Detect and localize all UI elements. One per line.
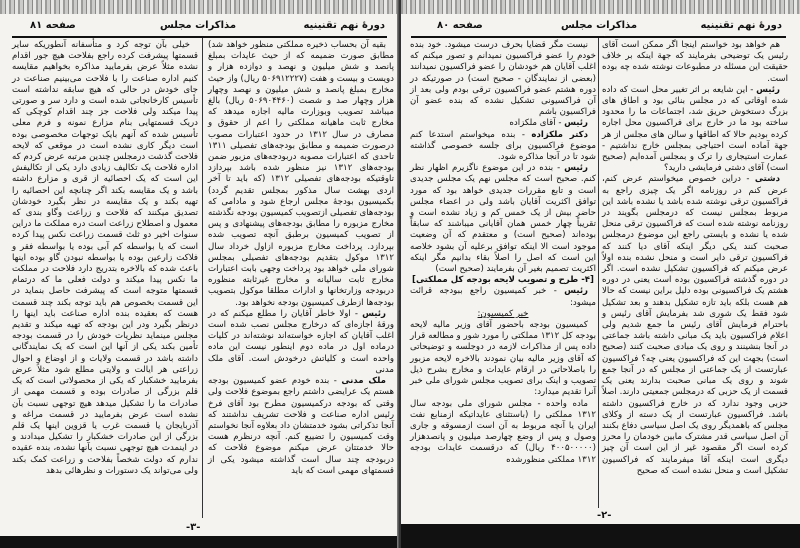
- paragraph-text: هم خواهد بود خواستم اینجا اگر ممکن است آقای رئیس یک توضیحی بفرمایند که جهة اینکه بر خلاف حقیقت این مسئله در مطبوعات نوشته شده چه بوده است.: [602, 40, 788, 84]
- paragraph-text: بقیه آن بحساب ذخیره مملکتی منظور خواهد شد) مطابق صورت ضمیمه که از حیث عایدات بمبلغ پانصد و شش میلیون و نهصد و دوازده هزار و دویست و بیست و هفت (۵۰۶۹۱۲۲۲۷ ریال) واز حیث مخارج بمبلغ پانصد و شش میلیون و نهصد وچهار هزار وچهار صد و شصت (۵۰۶۹۰۴۴۶۰ ریال) بالغ میباشد تصویب وبوزارت مالیه اجازه میدهد که مخارج ثابت ماهیانه مملکتی را اعم از حقوق و مصارف در سال ۱۳۱۲ در حدود اعتبارات مصوب درصورت ضمیمه و مطابق بودجه‌های تفصیلی ۱۳۱۱ تاحدی که اعتبارات مصوبه دربودجه‌های مزبور ضمن بودجه‌های ۱۳۱۲ نیز منظور شده باشد بپردازد تاوقتیکه بودجه‌های تفصیلی ۱۳۱۲ (که باید تا آخر اردی بهشت سال مذکور بمجلس تقدیم گردد) بکمیسیون بودجهٔ مجلس ارجاع شود و مادامی که بودجه‌های تفصیلی ازتصویب کمیسیون بودجه نگذشته مخارج مزبوره را مطابق بودجه‌های پیشنهادی و پس از تصویب کمیسیون برطبق آنچه تصویب شده بپردازد. پرداخت مخارج مزبوره ازاول خرداد سال ۱۳۱۲ موکول بتقدیم بودجه‌های تفصیلی بمجلس شورای ملی خواهد بود پرداخت وجهی بابت اعتبارات مخارج ثابت سالیانه و مخارج غیرثابته منظوره دربودجه وزارتخانها و ادارات مطلقا موکول بتصویب بودجه‌ها ازطرف کمیسیون بودجه نخواهد بود.: [208, 40, 394, 308]
- paragraph: [410, 130, 596, 164]
- header-page-number: صفحه ۸۱: [30, 20, 76, 31]
- section-heading: [۴- طرح و تصویب لایحه بودجه کل مملکتی]: [412, 275, 594, 286]
- paragraph-text: خیلی بآن توجه کرد و متأسفانه آنطوریکه سایر قسمتها پیشرفت کرده راجع بفلاحت هیچ جور اقدام نشده مثلاً عرض بفرمایید مذاکره بخواهیم مقایسه کنیم اداره صناعت را با فلاحت می‌بینیم صناعت در جای خودش در حالی که هیچ سابقه نداشته است تأسیس کارخانجاتی شده است و دارد سر و صورتی پیدا میکند ولی فلاحت جز چند اقدام کوچکی که دریک قسمتهایی بنام مزارع نمونه و فرم معلی تأسیس شده که آنهم بایک توجهات مخصوصی بوده است دیگر کاری نشده است در موقعی که لایحه فلاحت گذشت درمجلس چندین مرتبه عرض کردم که اداره فلاحت یک تکالیف زیادی دارد یکی از تکالیفش این است که یک احصائیه از قری و مزارع داشته باشد و یک مقایسه بکند اگر چنانچه این احصائیه را تهیه بکند و یک مقایسه در نظر بگیرد خودشان تصدیق میکنند که فلاحت و زراعت وگاو بندی که معمول و اصطلاح زراعت است دره مملکت ما دراین سنوات اخیر دو ثلث قسمت زراعت نکس پیدا کرده است که یا بواسطه کم آبی بوده یا بواسطه فقر و فلاکت زارعین بوده یا بواسطه نبودن گاو بوده اینها باعث شده که بالاخره بتدریج دارد فلاحت در مملکت ما نکس پیدا میکند و دولت فعلی ما که درتمام قسمتها متوجه است که پیشرفت حاصل بنماید در این قسمت بخصوص هم باید توجه بکند چند قسمت هست که بعقیده بنده اداره صناعت باید اینها را درنظر بگیرد ودر این بودجه که تهیه میکند و تقدیم مجلس مینماید نظریات خودش را در قسمت بودجه تأمین بکند یکی از آنها این است که یک نمایندگانی داشته باشد در قسمت ولایات و از اوضاع و احوال زراعتی هر ایالت و ولایتی مطلع شود مثلاً عرض بفرمایید خشکبار که یکی از محصولاتی است که یک قلم بزرگی از صادرات بوده و قسمت مهمی از صادرات ما را تشکیل میدهد هیچ توجهی نسبت بآن نشده است عرض بفرمایید در قسمت مراغه و آذربایجان یا قسمت غرب یا قزوین اینها یک قلم بزرگی از این صادرات خشکبار را تشکیل میدادند و در اینمدت هیچ توجهی نسبت بآنها نشده، بنده عقیده ندارم که دولت شخصاً بفلاحت و زراعت کمک بکند ولی می‌تواند یک دستورات و نظرهائی بدهد: [12, 40, 198, 476]
- header-page-number: صفحه ۸۰: [437, 20, 483, 31]
- column: [410, 40, 596, 466]
- paragraph-text: ماده واحده - مجلس شورای ملی بودجه سال ۱۳۱۲ مملکتی را (باستثنای عایداتیکه ازمنابع نفت ایران یا آنچه مربوط به آن است ازمسوقه و جاری وصول و پس از وضع چهارصد میلیون و پانصدهزار (۴۰۰۵۰۰۰۰۰ ریال) که درقسمت عایدات بودجه ۱۳۱۲ مملکتی منظورشده: [410, 398, 596, 465]
- speaker-name: دکتر ملکزاده: [531, 129, 589, 140]
- scan-edge: [0, 0, 399, 14]
- header-rule: [12, 36, 387, 38]
- paragraph-text: - دراین خصوص میخواستم عرض کنم، عرض کنم در روزنامه اگر یک چیزی راجع به فراکسیون ترقی نوشته شده باشد یا نشده باشد این مربوط بمجلس نیست که درمجلس بگویند در روزنامه نوشته شده است که فراکسیون ترقی منحل شده یا نشده و بایستی راجع این موضوع درمجلس صحبت کنند یکی دیگر اینکه آقای دیا کنند که فراکسیون ترقی دایر است و منحل نشده بنده اولاً عرض میکنم که فراکسیون تشکیل نشده است. اگر در دوره گذشته فراکسیون بوده است یعنی در دوره هشتم یک فراکسیونی بوده دلیل براین نیست که حالا هم هست بلکه باید تازه تشکیل بدهند و بعد تشکیل شود فقط یک شوری شد بفرمایش آقای رئیس و باحترام فرمایش آقای رئیس ما جمع شدیم ولی اعلام فراکسیون باید یک مبانی داشته باشد جماعتی در آنجا بنشینند و روی یک مبادی صحبت کنند (صحیح است) بجهت این که فراکسیون یعنی چه؟ فراکسیون عبارتست از یک جماعتی از مجلس که در آنجا جمع شوند و روی یک مبانی صحبت بدارند یعنی یک قسمت از یک حزبی که درمجلس جمعیتی دارند. اصلاً حزبی وجود ندارد که در خارج فراکسیون داشته باشد. فراکسیون عبارتست از یک دسته از وکلای مجلس که باهمدیگر روی یک اصل سیاسی دفاع بکنند آن اصل سیاسی قدر مشترک مابین خودمان را محرز کرده است اگر مقصود غیر از این است آن چیز دیگری است اینکه آقا میفرمایند که فراکسیون تشکیل است و منحل نشده است که صحیح: [602, 174, 788, 476]
- paragraph: [12, 40, 198, 477]
- speaker-name: رئیس: [564, 118, 588, 129]
- page-footer-number: -۲-: [597, 510, 612, 521]
- paragraph-text: - آقای ملکزاده: [509, 118, 562, 129]
- column-divider: [202, 38, 203, 518]
- header-title: مذاکرات مجلس: [561, 20, 638, 31]
- paragraph: [208, 376, 394, 477]
- paragraph-text: - بنده میخواستم استدعا کنم موضوع فراکسیون برای جلسه خصوصی گذاشته شود تا در آنجا مذاکره شود.: [410, 129, 596, 163]
- paragraph-text: کمیسیون بودجه باحضور آقای وزیر مالیه لایحه بودجه کل ۱۳۱۲ مملکتی را مورد شور و مطالعه قرار داده پس از مذاکرات لازمه در دوجلسه و توضیحاتی که آقای وزیر مالیه بیان نمودند بالاخره لایحه مزبور را باصلاحاتی در ارقام عایدات و مخارج بشرح ذیل تصویب و اینک برای تصویب مجلس شورای ملی خبر آنرا تقدیم میدارد:: [410, 320, 596, 398]
- paragraph-text: - بنده در این موضوع ناگزیرم اظهار نظر کنم. صحیح است که مجلس نهم یک مجلس جدیدی است و تابع مقررات جدیدی خواهد بود که مورد توافق اکثریت آقایان باشد ولی در اعضاء مجلس حاضر بیش از یک خمس کم و زیاد نشده است و تقریباً چهار خمس همان آقایانی میباشند که سابقاً بوده‌اند (صحیح است) و معتقدم که آن وضعیت موجود است الا اینکه توافق برعلیه آن بشود خلاصه این است که اصل را اصلاً بقاء بدانیم مگر اینکه اکثریت تصمیم بغیر آن بفرمایند (صحیح است): [410, 163, 596, 275]
- paragraph: [410, 118, 596, 129]
- speaker-name: رئیس: [564, 286, 589, 297]
- speaker-name: ملک مدنی: [341, 376, 387, 387]
- subheading: خبر کمیسیون:: [477, 308, 529, 319]
- header-session: دورهٔ نهم تقنینیه: [700, 20, 782, 31]
- paragraph: [602, 40, 788, 85]
- paragraph-text: - بنده خودم عضو کمیسیون بودجه هستم یک عرایضی داشتم راجع بموضوع فلاحت ولی وقتی که بودجه درکمیسیون مطرح بود آقای فرخ رئیس اداره صناعت و فلاحت تشریف نداشتند که آنجا تذکراتی بشود خدمتشان داد بعلاوه آنجا نخواستم وقت کمیسیون را تضییع کنم. آنچه درنظرم هست حالا خدمتتان عرض میکنم موضوع فلاحت که دربودجه چند سال است گذاشته میشود یکی از قسمتهای مهمی است که باید: [208, 376, 394, 476]
- scan-edge: [401, 524, 800, 548]
- paragraph: [602, 85, 788, 175]
- speaker-name: رئیس: [564, 163, 588, 174]
- paragraph-text: - خبر کمیسیون راجع ببودجه قرائت میشود:: [410, 286, 596, 308]
- header-title: مذاکرات مجلس: [160, 20, 237, 31]
- paragraph-text: - اولا خاطر آقایان را مطلع میکنم که در ورقهٔ اجازه‌ای که درخارج مجلس نصب شده است اغلب آقایان که اجازه خواسته‌اند نوشته‌اند در کلیات درماده اول در ماده دوم اینطور نیست این ماده واحده است و کلیاتش درخودش است. آقای ملک مدنی: [208, 308, 394, 375]
- speaker-name: دشتی: [754, 174, 780, 185]
- paragraph: [208, 309, 394, 376]
- paragraph: [208, 40, 394, 309]
- paragraph: [410, 40, 596, 118]
- scan-edge: [0, 536, 399, 548]
- page-footer-number: -۳-: [186, 522, 201, 533]
- paragraph: [410, 320, 596, 398]
- right-page: [401, 0, 800, 548]
- column: [12, 40, 198, 477]
- column: [602, 40, 788, 477]
- speaker-name: رئیس: [362, 308, 386, 319]
- paragraph-text: - این شایعه بر اثر تغییر محل است که داده شده اوقاتی که در مجلس بنائی بود و اطاق های بزرگ دستخوش حریق شد، اجتماعات ما را محدود ساخته بود ما در خارج برای فراکسیون محل اجاره کرده بودیم حالا که اطاقها و سالن های مجلس از هر جهة آماده است احتیاجی بمجلس خارج نداشتیم - عمارت استیجاری را ترک و بمجلس آمده‌ایم (صحیح است) آقای دشتی فرمایشی دارید؟: [602, 84, 788, 174]
- left-page: [0, 0, 399, 548]
- column-divider: [598, 38, 599, 508]
- column: [208, 40, 394, 477]
- header-session: دورهٔ نهم تقنینیه: [303, 20, 385, 31]
- speaker-name: رئیس: [756, 84, 780, 95]
- scan-edge: [401, 0, 800, 14]
- paragraph-text: نیست مگر قضایا بحرف درست میشود. خود بنده خودم را عضو فراکسیون نمیدانم و تصور میکنم که اغلب آقایان هم خودشان را عضو فراکسیون نمیدانند (بعضی از نمایندگان - صحیح است) در صورتیکه در دوره هشتم عضو فراکسیون ترقی بودم ولی بعد از آن فراکسیونی تشکیل نشده که بنده عضو آن فراکسیون باشم: [410, 40, 596, 118]
- paragraph: [602, 174, 788, 476]
- paragraph: [410, 163, 596, 275]
- paragraph: [410, 399, 596, 466]
- paragraph: [410, 286, 596, 308]
